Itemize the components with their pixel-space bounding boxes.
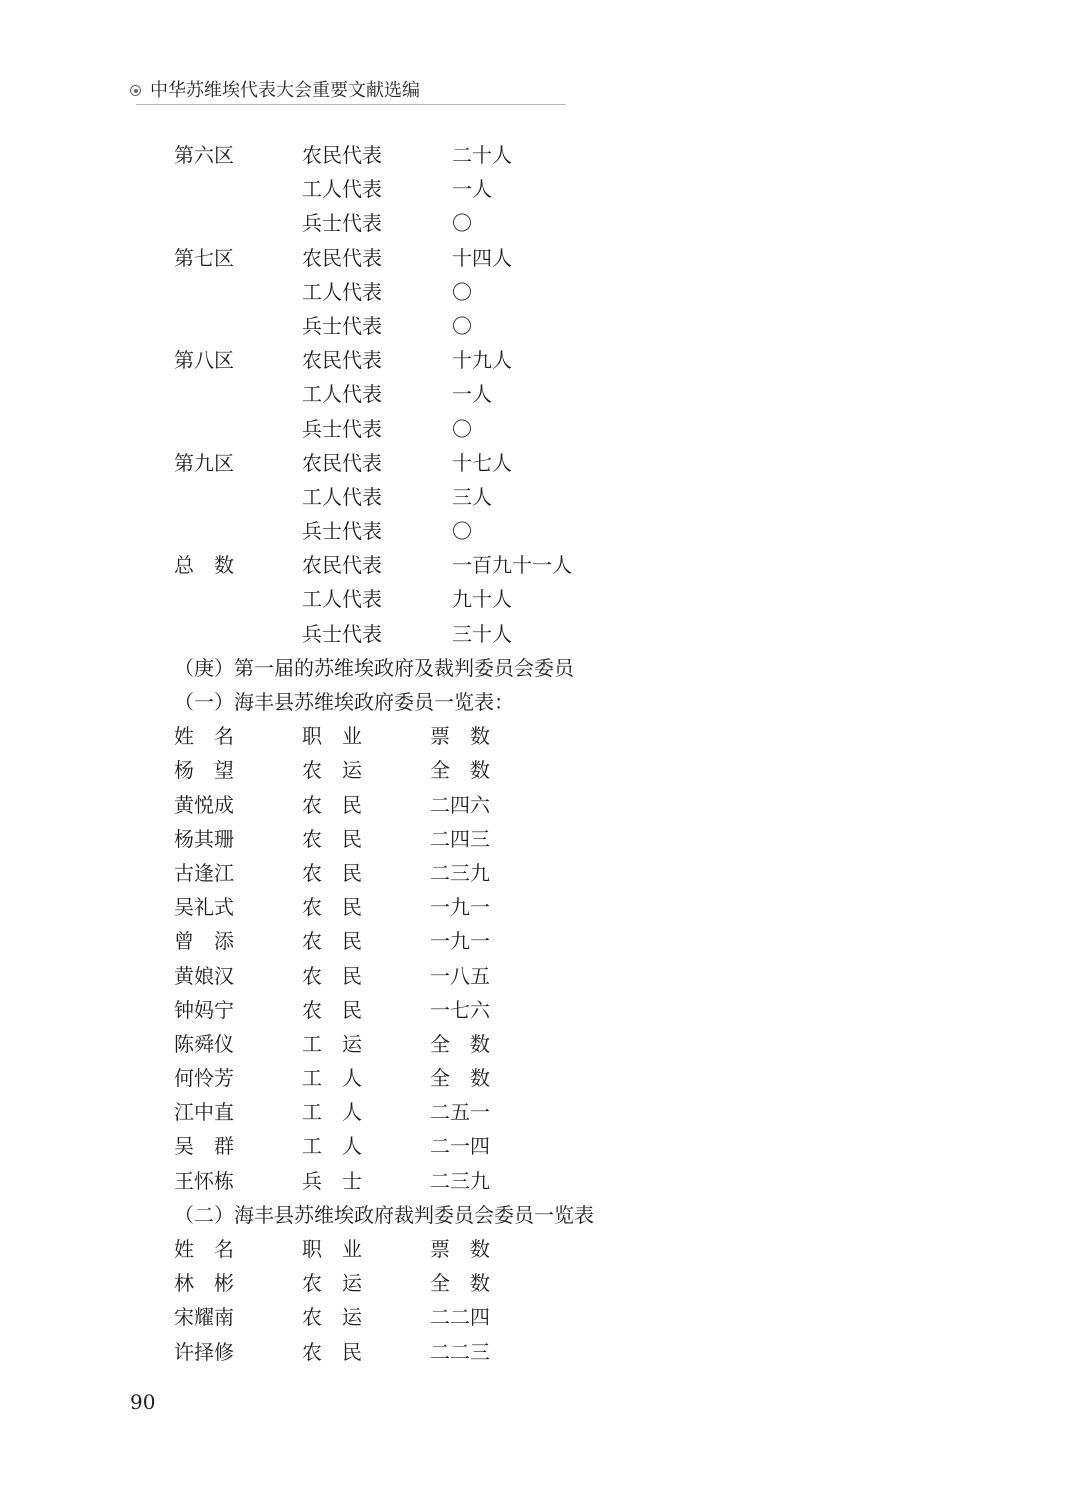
table-row [174, 788, 874, 822]
table-cell: 一人 [452, 177, 492, 202]
table-row [174, 138, 874, 172]
table-cell: 〇 [452, 313, 472, 338]
table-cell: 杨其珊 [174, 826, 234, 851]
table-cell: 工人代表 [302, 177, 382, 202]
table-cell: 兵 士 [302, 1168, 362, 1193]
table-cell: 一九一 [430, 895, 490, 920]
table-row [174, 309, 874, 343]
table-cell: 农 民 [302, 792, 362, 817]
table-row [174, 719, 874, 753]
table-cell: 九十人 [452, 587, 512, 612]
table-cell: 兵士代表 [302, 313, 382, 338]
table-cell: 二四三 [430, 826, 490, 851]
table-cell: 十七人 [452, 450, 512, 475]
table-row [174, 446, 874, 480]
table-cell: 钟妈宁 [174, 997, 234, 1022]
table-cell: 二五一 [430, 1100, 490, 1125]
table-cell: 二二四 [430, 1305, 490, 1330]
table-cell: 农 民 [302, 1339, 362, 1364]
table-cell: 兵士代表 [302, 211, 382, 236]
table-cell: 职 业 [302, 724, 362, 749]
page-number: 90 [130, 1390, 156, 1414]
table-row [174, 275, 874, 309]
table-cell: 一七六 [430, 997, 490, 1022]
table-cell: 农民代表 [302, 553, 382, 578]
court-table [174, 1232, 874, 1369]
table-cell: 农民代表 [302, 143, 382, 167]
table-row [174, 548, 874, 582]
table-cell: 黄娘汉 [174, 963, 234, 988]
table-cell: 江中直 [174, 1100, 234, 1125]
table-cell: 农 运 [302, 1271, 362, 1296]
table-cell: 农 民 [302, 826, 362, 851]
table-row [174, 480, 874, 514]
table-cell: 〇 [452, 211, 472, 236]
table-row [174, 924, 874, 958]
table-cell: 农 运 [302, 1305, 362, 1330]
table-cell: 农 民 [302, 963, 362, 988]
header-rule [136, 104, 566, 105]
table-cell: 总 数 [174, 553, 234, 578]
table-row [174, 856, 874, 890]
court-table-heading: （二）海丰县苏维埃政府裁判委员会委员一览表 [174, 1202, 594, 1227]
table-cell: 工人代表 [302, 587, 382, 612]
table-row [174, 514, 874, 548]
table-cell: 票 数 [430, 1237, 490, 1261]
table-row [174, 1095, 874, 1129]
table-cell: 第九区 [174, 450, 234, 475]
table-row [174, 1300, 874, 1334]
table-cell: 杨 望 [174, 758, 234, 783]
book-title: 中华苏维埃代表大会重要文献选编 [150, 80, 420, 101]
table-cell: 三人 [452, 484, 492, 509]
table-cell: 农 民 [302, 929, 362, 954]
table-row [174, 377, 874, 411]
table-row [174, 1061, 874, 1095]
table-cell: 第七区 [174, 245, 234, 270]
table-row [174, 993, 874, 1027]
table-row [174, 1335, 874, 1369]
table-cell: 农 民 [302, 860, 362, 885]
table-row [174, 1164, 874, 1198]
table-cell: 兵士代表 [302, 621, 382, 646]
table-cell: 第八区 [174, 348, 234, 373]
bullet-circle-icon [130, 85, 141, 96]
table-cell: 宋耀南 [174, 1305, 234, 1330]
table-cell: 二三九 [430, 1168, 490, 1193]
table-cell: 农 民 [302, 895, 362, 920]
table-cell: 农民代表 [302, 245, 382, 270]
table-cell: 农 运 [302, 758, 362, 783]
table-cell: 兵士代表 [302, 416, 382, 441]
table-row [174, 1027, 874, 1061]
table-cell: 姓 名 [174, 724, 234, 749]
table-cell: 一八五 [430, 963, 490, 988]
table-cell: 〇 [452, 279, 472, 304]
table-cell: 工 人 [302, 1134, 362, 1159]
district-table [174, 138, 874, 651]
table-row [174, 1129, 874, 1163]
table-cell: 一人 [452, 382, 492, 407]
table-row [174, 241, 874, 275]
section-heading: （庚）第一届的苏维埃政府及裁判委员会委员 [174, 655, 574, 680]
table-row [174, 890, 874, 924]
table-cell: 第六区 [174, 143, 234, 167]
table-cell: 农民代表 [302, 450, 382, 475]
table-cell: 全 数 [430, 1271, 490, 1296]
table-row [174, 172, 874, 206]
page-content [174, 138, 874, 1369]
table-cell: 〇 [452, 519, 472, 544]
table-cell: 十四人 [452, 245, 512, 270]
table-cell: 许择修 [174, 1339, 234, 1364]
table-row [174, 617, 874, 651]
table-cell: 二四六 [430, 792, 490, 817]
table-cell: 何怜芳 [174, 1066, 234, 1091]
table-cell: 农 民 [302, 997, 362, 1022]
table-row [174, 753, 874, 787]
table-cell: 票 数 [430, 724, 490, 749]
table-cell: 王怀栋 [174, 1168, 234, 1193]
table-cell: 陈舜仪 [174, 1031, 234, 1056]
table-row [174, 1266, 874, 1300]
table-cell: 全 数 [430, 1031, 490, 1056]
table-row [174, 959, 874, 993]
table-cell: 吴 群 [174, 1134, 234, 1159]
govt-table-heading: （一）海丰县苏维埃政府委员一览表： [174, 690, 514, 714]
table-cell: 工 运 [302, 1031, 362, 1056]
table-cell: 林 彬 [174, 1271, 234, 1296]
table-cell: 二十人 [452, 143, 512, 167]
table-cell: 工 人 [302, 1100, 362, 1125]
table-cell: 曾 添 [174, 929, 234, 954]
table-row [174, 582, 874, 616]
table-cell: 古逢江 [174, 860, 234, 885]
table-cell: 吴礼式 [174, 895, 234, 920]
table-cell: 十九人 [452, 348, 512, 373]
table-row [174, 1232, 874, 1266]
table-cell: 全 数 [430, 1066, 490, 1091]
table-cell: 二一四 [430, 1134, 490, 1159]
table-cell: 兵士代表 [302, 519, 382, 544]
table-cell: 〇 [452, 416, 472, 441]
table-cell: 农民代表 [302, 348, 382, 373]
table-cell: 一九一 [430, 929, 490, 954]
table-cell: 二二三 [430, 1339, 490, 1364]
table-cell: 三十人 [452, 621, 512, 646]
table-cell: 职 业 [302, 1237, 362, 1261]
table-cell: 工人代表 [302, 279, 382, 304]
table-cell: 姓 名 [174, 1237, 234, 1261]
table-row [174, 412, 874, 446]
table-cell: 二三九 [430, 860, 490, 885]
table-cell: 工 人 [302, 1066, 362, 1091]
table-row [174, 822, 874, 856]
table-cell: 全 数 [430, 758, 490, 783]
govt-table [174, 719, 874, 1198]
table-cell: 工人代表 [302, 484, 382, 509]
table-cell: 黄悦成 [174, 792, 234, 817]
table-row [174, 206, 874, 240]
table-row [174, 343, 874, 377]
table-cell: 一百九十一人 [452, 553, 572, 578]
table-cell: 工人代表 [302, 382, 382, 407]
